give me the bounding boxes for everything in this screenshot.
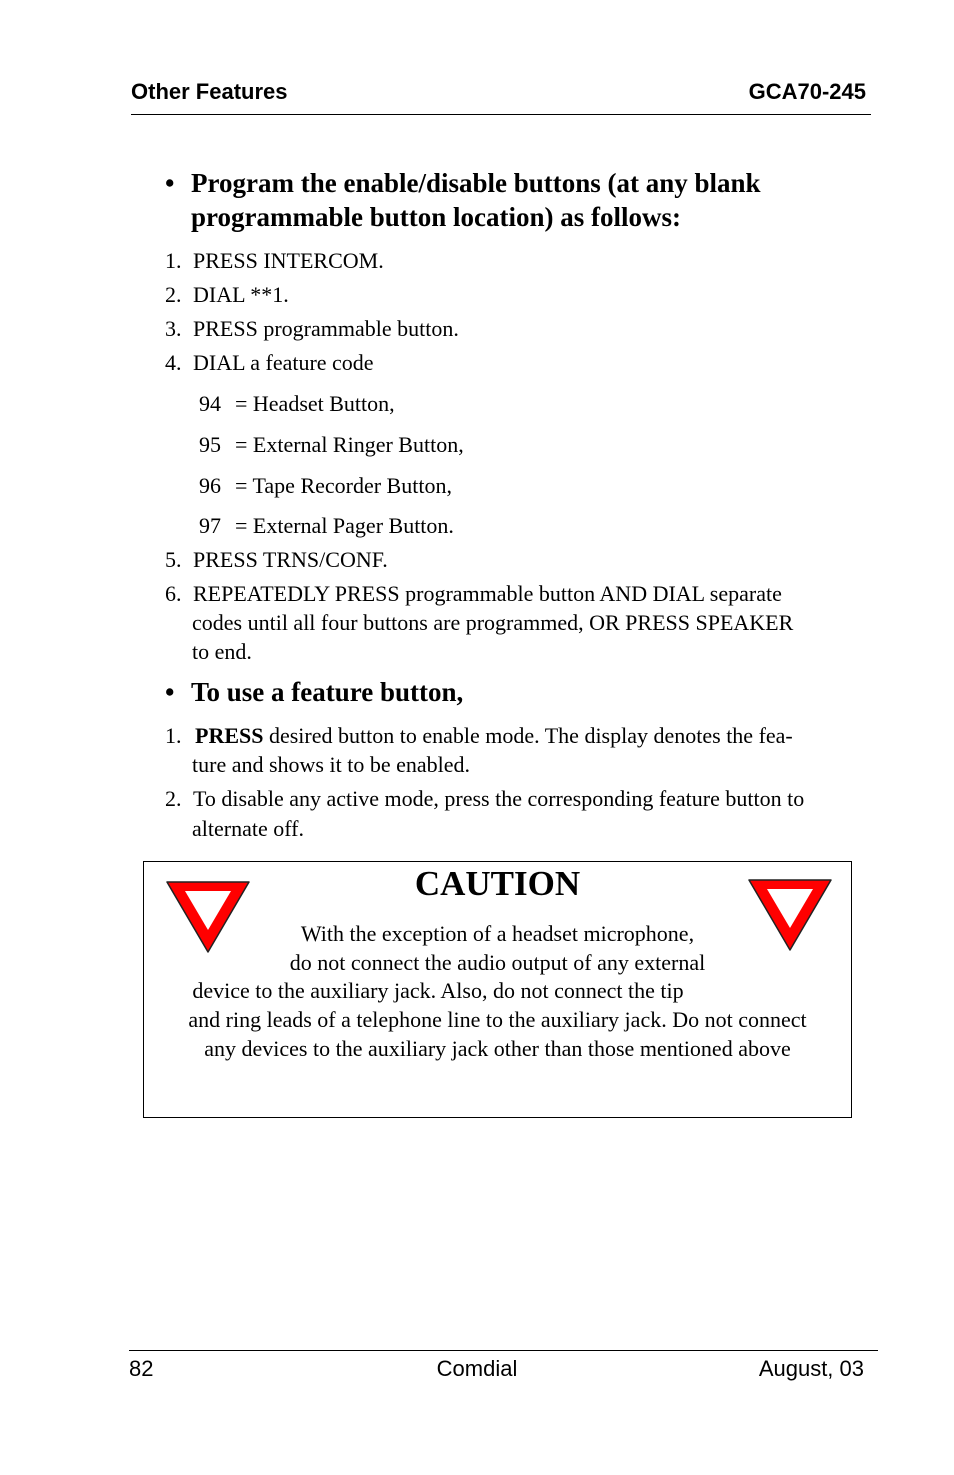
step-text: DIAL **1.: [193, 282, 289, 307]
step-text-line2: codes until all four buttons are programmed, OR PRESS SPEAKER: [192, 610, 794, 635]
header-section-title: Other Features: [131, 79, 288, 104]
step-number: 6.: [165, 581, 182, 606]
feature-code-desc: = Tape Recorder Button,: [235, 473, 452, 498]
header-doc-id: GCA70-245: [748, 79, 866, 104]
step-text: PRESS TRNS/CONF.: [193, 547, 388, 572]
caution-text-line: device to the auxiliary jack. Also, do not connect the tip: [192, 978, 684, 1003]
step-text-line1: [195, 721, 793, 750]
feature-code-desc: = External Ringer Button,: [235, 432, 464, 457]
footer-rule: [129, 1350, 878, 1351]
caution-text-line: With the exception of a headset microphone,: [300, 921, 695, 946]
step-text-line1: To disable any active mode, press the corresponding feature button to: [193, 786, 805, 811]
program-heading-line1: Program the enable/disable buttons (at any blank: [191, 168, 761, 198]
bullet: •: [165, 168, 175, 198]
feature-code: 95: [199, 432, 221, 457]
feature-code-desc: = Headset Button,: [235, 391, 395, 416]
step-text: PRESS programmable button.: [193, 316, 459, 341]
step-number: 4.: [165, 350, 182, 375]
feature-code: 97: [199, 513, 221, 538]
step-text-line2: alternate off.: [192, 816, 304, 841]
step-bold-word: PRESS: [195, 723, 264, 748]
step-number: 2.: [165, 282, 182, 307]
step-text-line3: to end.: [192, 639, 252, 664]
step-text-line1: REPEATEDLY PRESS programmable button AND DIAL separate: [193, 581, 782, 606]
use-heading-text: To use a feature button,: [191, 677, 464, 707]
step-number: 2.: [165, 786, 182, 811]
step-number: 3.: [165, 316, 182, 341]
step-rest: desired button to enable mode. The display denotes the fea-: [263, 723, 793, 748]
caution-title: CAUTION: [414, 864, 581, 903]
feature-code: 94: [199, 391, 221, 416]
feature-code-desc: = External Pager Button.: [235, 513, 454, 538]
bullet: •: [165, 677, 175, 707]
caution-text-line: any devices to the auxiliary jack other than those mentioned above: [204, 1036, 791, 1061]
caution-text-line: and ring leads of a telephone line to the auxiliary jack. Do not connect: [188, 1007, 807, 1032]
step-number: 1.: [165, 723, 182, 748]
caution-text-line: do not connect the audio output of any external: [289, 950, 706, 975]
step-text-line2: ture and shows it to be enabled.: [192, 752, 470, 777]
feature-code: 96: [199, 473, 221, 498]
step-number: 1.: [165, 248, 182, 273]
footer-publisher: Comdial: [436, 1356, 518, 1381]
step-text: DIAL a feature code: [193, 350, 374, 375]
step-text: PRESS INTERCOM.: [193, 248, 384, 273]
step-number: 5.: [165, 547, 182, 572]
page-number: 82: [129, 1356, 154, 1381]
program-heading-line2: programmable button location) as follows:: [191, 202, 681, 232]
footer-date: August, 03: [758, 1356, 864, 1381]
header-rule: [131, 114, 871, 115]
